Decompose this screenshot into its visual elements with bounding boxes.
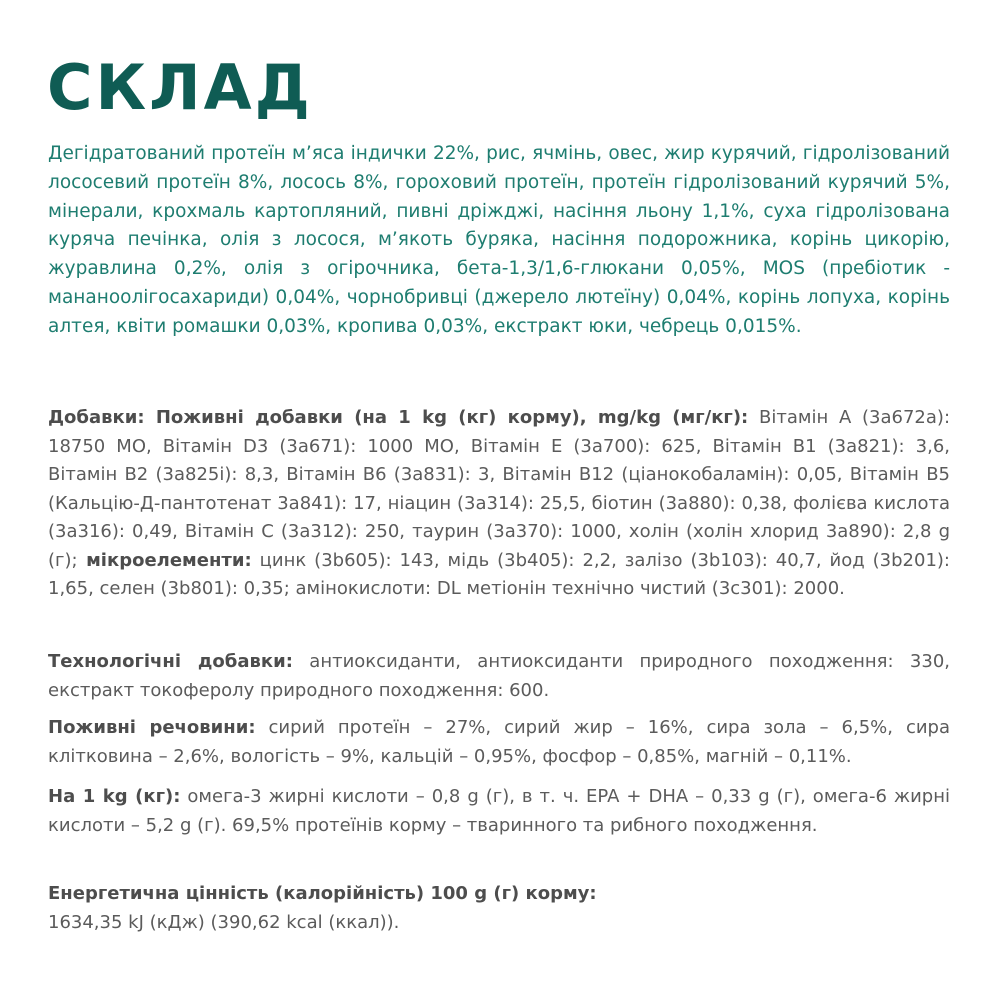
composition-text: Дегідратований протеїн м’яса індички 22%, рис, ячмінь, овес, жир курячий, гідролізований лососевий протеїн 8%, лосось 8%, гороховий протеїн, протеїн гідролізований курячий 5%, мінерали, крохмаль картопляний, пивні дріжджі, насіння льону 1,1%, суха гідролізована куряча печінка, олія з лосося, м’якоть буряка, насіння подорожника, корінь цикорію, журавлина 0,2%, олія з огірочника, бета-1,3/1,6-глюкани 0,05%, MOS (пребіотик - мананоолігосахариди) 0,04%, чорнобривці (джерело лютеїну) 0,04%, корінь лопуха, корінь алтея, квіти ромашки 0,03%, кропива 0,03%, екстракт юки, чебрець 0,015%. [48,143,950,337]
per-kg-heading: На 1 kg (кг): [48,786,181,807]
trace-elements-text: цинк (3b605): 143, мідь (3b405): 2,2, залізо (3b103): 40,7, йод (3b201): 1,65, селен (3b801): 0,35; амінокислоти: DL метіонін технічно чистий (3c301): 2000. [48,549,950,599]
tech-additives-section [48,648,950,705]
energy-heading: Енергетична цінність (калорійність) 100 g (г) корму: [48,883,597,904]
tech-additives-text: антиоксиданти, антиоксиданти природного походження: 330, екстракт токоферолу природного походження: 600. [48,651,950,701]
per-kg-section [48,783,950,840]
nutrients-text: сирий протеїн – 27%, сирий жир – 16%, сира зола – 6,5%, сира клітковина – 2,6%, вологість – 9%, кальцій – 0,95%, фосфор – 0,85%, магній – 0,11%. [48,717,950,767]
additives-section [48,404,950,604]
page-title: СКЛАД [47,51,313,124]
vitamins-text: Вітамін A (3a672a): 18750 МО, Вітамін D3 (3a671): 1000 МО, Вітамін E (3a700): 625, Вітамін B1 (3a821): 3,6, Вітамін B2 (3a825i): 8,3, Вітамін B6 (3a831): 3, Вітамін B12 (ціанокобаламін): 0,05, Вітамін B5 (Кальцію-Д-пантотенат 3a841): 17, ніацин (3a314): 25,5, біотин (3a880): 0,38, фолієва кислота (3a316): 0,49, Вітамін C (3a312): 250, таурин (3a370): 1000, холін (холін хлорид 3a890): 2,8 g (г); [48,407,951,571]
energy-section [48,880,950,937]
nutrients-heading: Поживні речовини: [48,717,256,738]
nutrients-section [48,714,950,771]
energy-text: 1634,35 kJ (кДж) (390,62 kcal (ккал)). [48,911,400,933]
trace-elements-heading: мікроелементи: [77,549,252,571]
tech-additives-heading: Технологічні добавки: [48,651,293,672]
additives-heading: Добавки: Поживні добавки (на 1 kg (кг) корму), mg/kg (мг/кг): [48,407,749,428]
per-kg-text: омега-3 жирні кислоти – 0,8 g (г), в т. ч. EPA + DHA – 0,33 g (г), омега-6 жирні кислоти – 5,2 g (г). 69,5% протеїнів корму – тваринного та рибного походження. [48,786,950,836]
